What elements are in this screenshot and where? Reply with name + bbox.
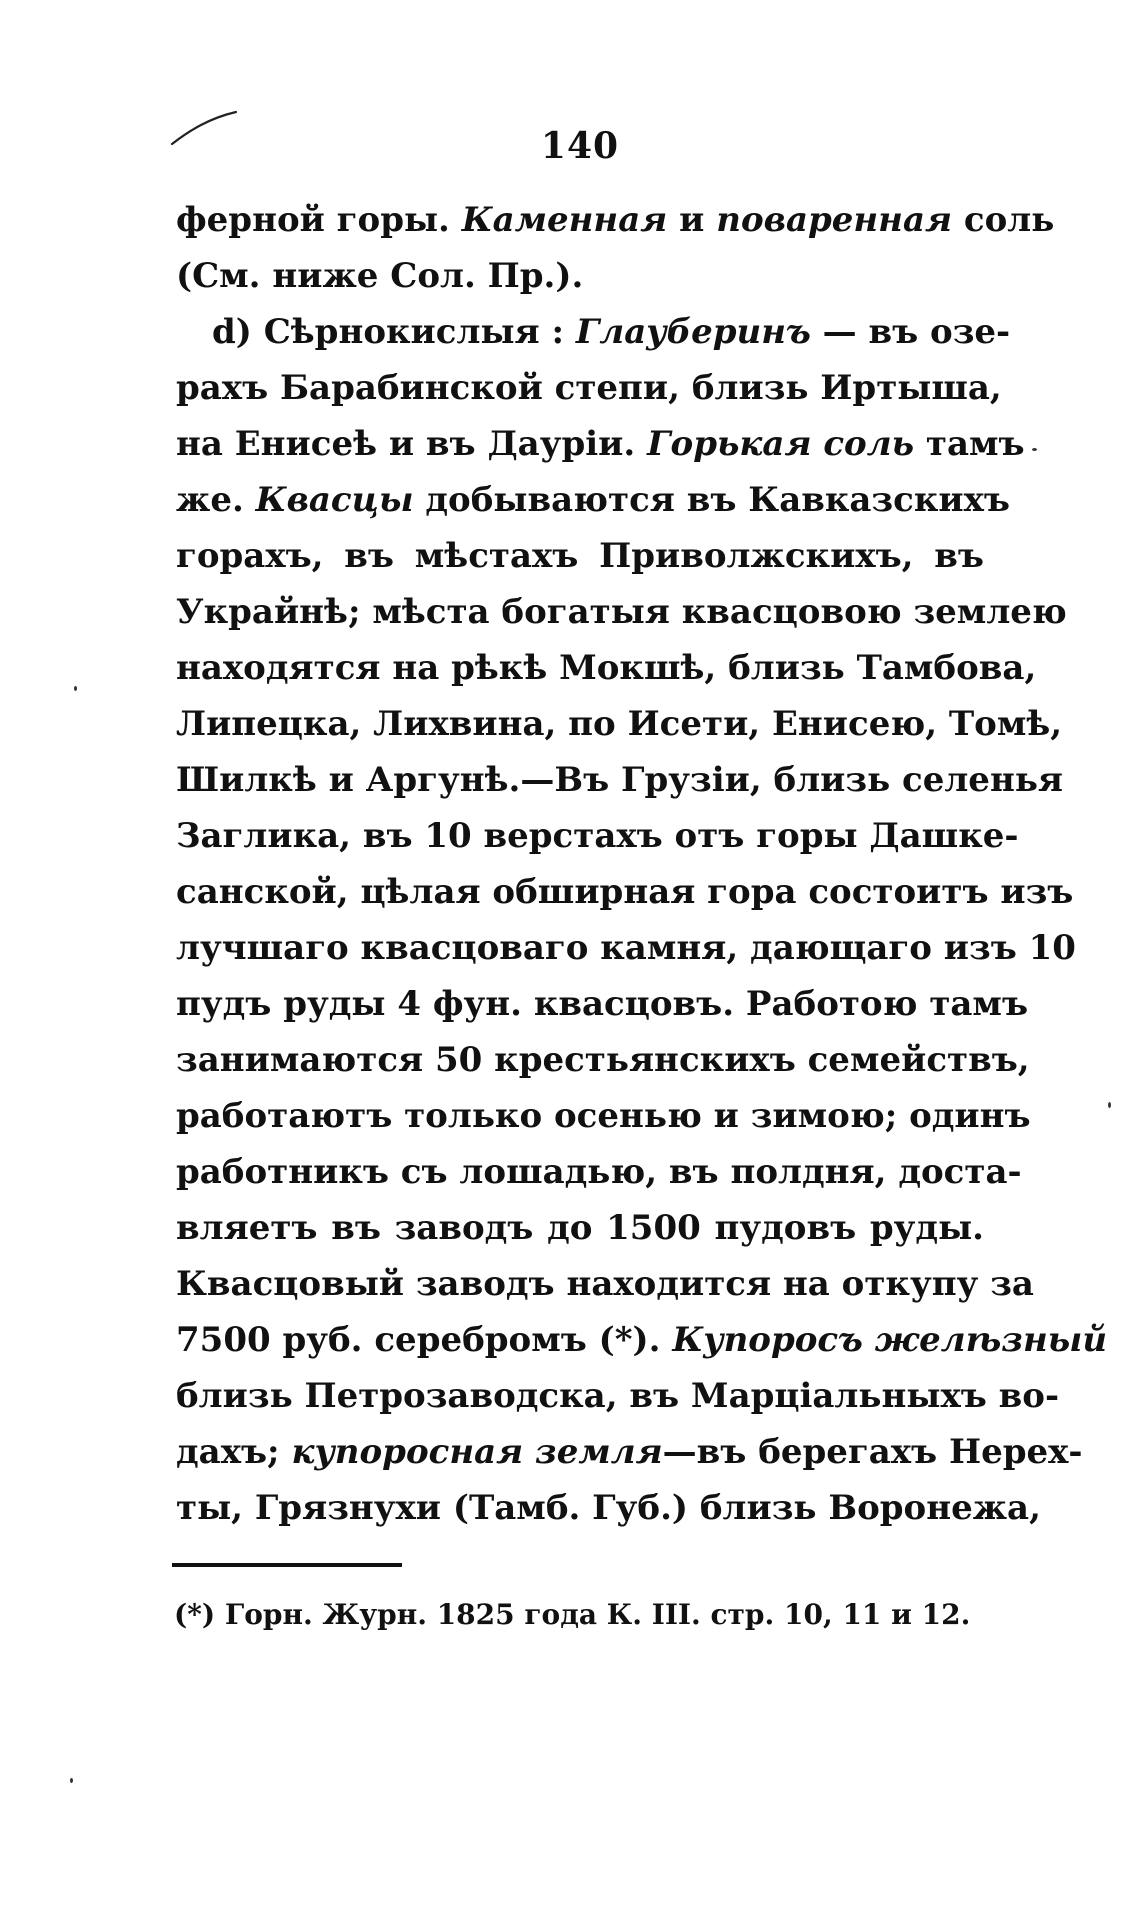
italic-term: Квасцы [255, 480, 414, 520]
text-line [176, 640, 1037, 696]
text-line [176, 248, 984, 304]
text-line [176, 1200, 984, 1256]
text-run: санской, цѣлая обширная гора состоитъ изъ [176, 872, 1074, 912]
text-line [176, 1256, 1034, 1312]
text-run: 7500 руб. серебромъ (*). [176, 1320, 673, 1360]
text-line [176, 192, 1055, 248]
print-speck [1108, 1102, 1111, 1108]
footnote-divider [172, 1563, 402, 1567]
italic-term: Купоросъ желѣзный [672, 1320, 1108, 1360]
text-run: Липецка, Лихвина, по Исети, Енисею, Томѣ, [176, 704, 1063, 744]
text-run: ты, Грязнухи (Тамб. Губ.) близь Воронежа, [176, 1488, 1041, 1528]
text-run: и [667, 200, 717, 240]
text-line [176, 472, 1010, 528]
text-run: добываются въ Кавказскихъ [413, 480, 1010, 520]
text-line [176, 1088, 1031, 1144]
text-line [176, 696, 1063, 752]
text-run: соль [952, 200, 1055, 240]
text-line [176, 416, 1025, 472]
print-speck [74, 686, 77, 691]
text-line [176, 1480, 1041, 1536]
text-line [176, 304, 1011, 360]
text-line [176, 752, 1064, 808]
italic-term: поваренная [716, 200, 953, 240]
italic-term: Каменная [461, 200, 668, 240]
text-run: вляетъ въ заводъ до 1500 пудовъ руды. [176, 1208, 984, 1248]
text-line [176, 808, 1019, 864]
text-run: (См. ниже Сол. Пр.). [176, 256, 584, 296]
text-run: находятся на рѣкѣ Мокшѣ, близь Тамбова, [176, 648, 1037, 688]
text-line [176, 584, 1067, 640]
text-run: на Енисеѣ и въ Дауріи. [176, 424, 648, 464]
text-run: рахъ Барабинской степи, близь Иртыша, [176, 368, 1002, 408]
text-run: же. [176, 480, 256, 520]
text-run: —въ берегахъ Нерех- [662, 1432, 1083, 1472]
text-run: тамъ [914, 424, 1025, 464]
footnote: (*) Горн. Журн. 1825 года К. III. стр. 10, 11 и 12. [174, 1598, 971, 1631]
text-run: работникъ съ лошадью, въ полдня, доста- [176, 1152, 1022, 1192]
text-line [176, 1368, 1060, 1424]
text-line [176, 1312, 1108, 1368]
print-speck [70, 1778, 73, 1783]
page-number: 140 [540, 125, 620, 167]
text-line [176, 360, 1002, 416]
text-line [176, 1424, 1083, 1480]
print-speck [1032, 448, 1037, 451]
body-text [176, 192, 1108, 1536]
text-line [176, 976, 1029, 1032]
text-run: работаютъ только осенью и зимою; одинъ [176, 1096, 1031, 1136]
italic-term: Горькая соль [647, 424, 915, 464]
text-run: близь Петрозаводска, въ Марціальныхъ во- [176, 1376, 1060, 1416]
text-line [176, 864, 1074, 920]
text-run: d) Сѣрнокислыя : [212, 312, 576, 352]
italic-term: Глауберинъ [575, 312, 811, 352]
text-line [176, 1032, 1030, 1088]
text-line [176, 1144, 1022, 1200]
text-run: занимаются 50 крестьянскихъ семействъ, [176, 1040, 1030, 1080]
text-run: — въ озе- [810, 312, 1011, 352]
text-run: Квасцовый заводъ находится на откупу за [176, 1264, 1034, 1304]
text-run: ферной горы. [176, 200, 462, 240]
text-line [176, 528, 984, 584]
text-run: Украйнѣ; мѣста богатыя квасцовою землею [176, 592, 1067, 632]
text-run: лучшаго квасцоваго камня, дающаго изъ 10 [176, 928, 1076, 968]
text-run: пудъ руды 4 фун. квасцовъ. Работою тамъ [176, 984, 1029, 1024]
text-run: горахъ, въ мѣстахъ Приволжскихъ, въ [176, 536, 984, 576]
text-line [176, 920, 1076, 976]
text-run: Заглика, въ 10 верстахъ отъ горы Дашке- [176, 816, 1019, 856]
italic-term: купоросная земля [291, 1432, 663, 1472]
text-run: дахъ; [176, 1432, 292, 1472]
text-run: Шилкѣ и Аргунѣ.—Въ Грузіи, близь селенья [176, 760, 1064, 800]
